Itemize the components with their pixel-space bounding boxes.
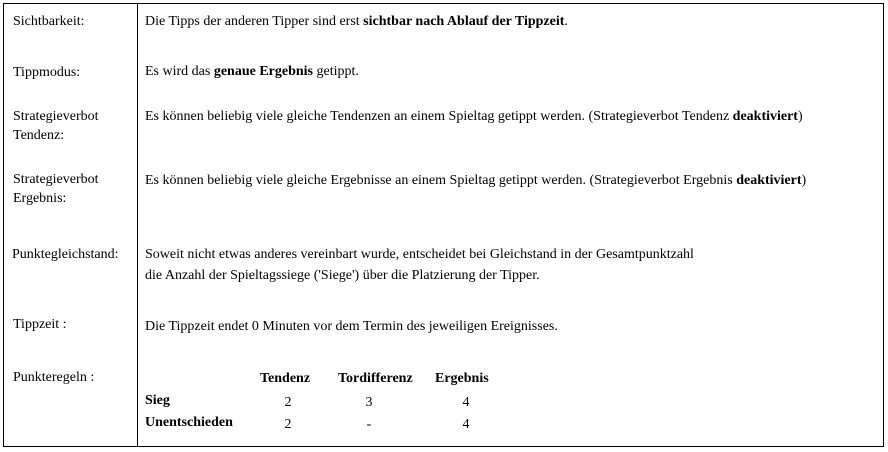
- points-header-goal-difference: Tordifferenz: [338, 371, 413, 386]
- points-win-tendency: 2: [284, 395, 292, 410]
- value-strategy-tendency: Es können beliebig viele gleiche Tendenzen an einem Spieltag getippt werden. (Strategieverbot Tendenz deaktiviert): [145, 109, 803, 124]
- rules-table: [3, 3, 884, 447]
- points-draw-result: 4: [462, 417, 470, 432]
- label-point-rules: Punkteregeln :: [13, 370, 95, 385]
- label-tip-time: Tippzeit :: [13, 317, 67, 332]
- value-points-tie-line1: Soweit nicht etwas anderes vereinbart wurde, entscheidet bei Gleichstand in der Gesamtpunktzahl: [145, 247, 694, 262]
- points-draw-tendency: 2: [284, 417, 292, 432]
- label-strategy-result: Strategieverbot Ergebnis:: [13, 172, 99, 206]
- value-strategy-result: Es können beliebig viele gleiche Ergebnisse an einem Spieltag getippt werden. (Strategieverbot Ergebnis deaktiviert): [145, 173, 807, 188]
- value-tip-time: Die Tippzeit endet 0 Minuten vor dem Termin des jeweiligen Ereignisses.: [145, 319, 558, 334]
- value-tip-mode: Es wird das genaue Ergebnis getippt.: [145, 64, 359, 79]
- value-points-tie-line2: die Anzahl der Spieltagssiege ('Siege') über die Platzierung der Tipper.: [145, 268, 540, 283]
- points-win-result: 4: [462, 395, 470, 410]
- label-points-tie: Punktegleichstand:: [12, 247, 119, 262]
- label-strategy-tendency: Strategieverbot Tendenz:: [13, 109, 99, 143]
- label-visibility: Sichtbarkeit:: [13, 14, 85, 29]
- points-draw-goal-difference: -: [366, 417, 372, 432]
- points-win-goal-difference: 3: [365, 395, 373, 410]
- value-visibility: Die Tipps der anderen Tipper sind erst sichtbar nach Ablauf der Tippzeit.: [145, 14, 568, 29]
- points-row-draw-label: Unentschieden: [145, 415, 233, 430]
- points-header-result: Ergebnis: [435, 371, 489, 386]
- points-header-tendency: Tendenz: [260, 371, 311, 386]
- label-tip-mode: Tippmodus:: [13, 65, 81, 80]
- points-row-win-label: Sieg: [145, 393, 170, 408]
- column-divider: [137, 4, 138, 446]
